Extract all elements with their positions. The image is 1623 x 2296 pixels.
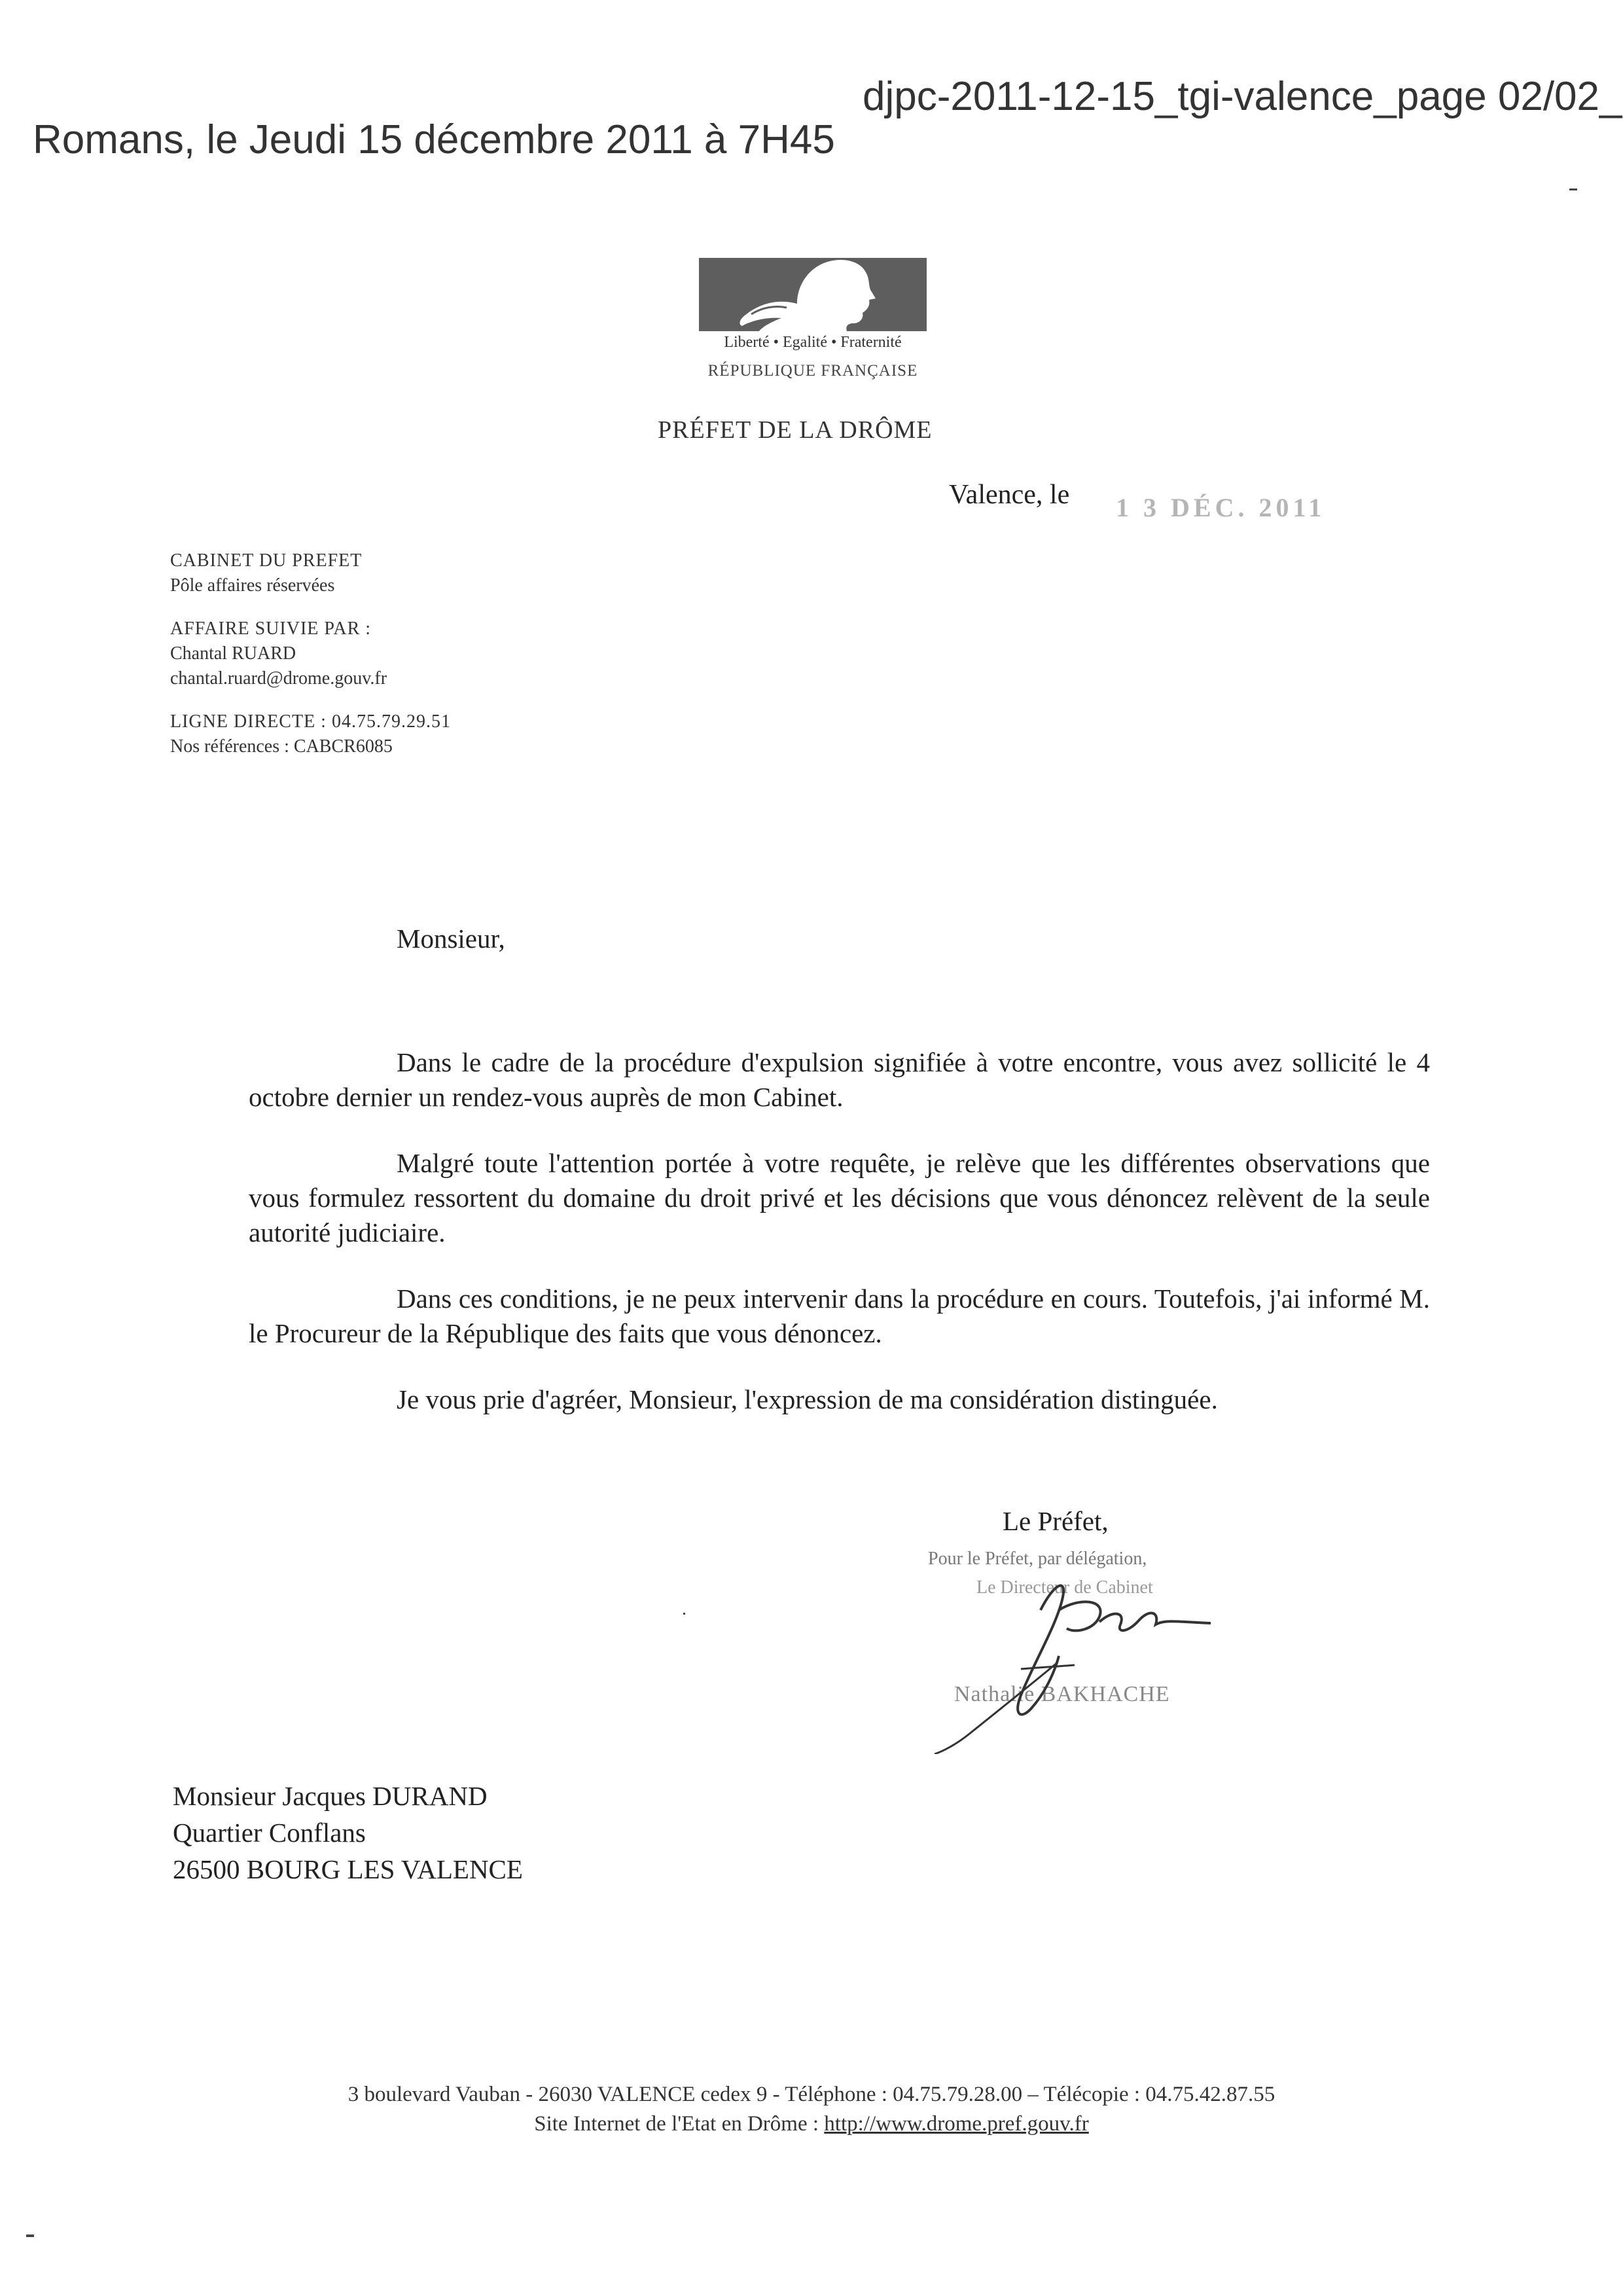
paragraph: Dans le cadre de la procédure d'expulsion signifiée à votre encontre, vous avez sollicité le 4 octobre dernier un rendez-vous auprès de mon Cabinet. — [249, 1047, 1430, 1112]
followed-by-email: chantal.ruard@drome.gouv.fr — [170, 668, 387, 689]
website-link[interactable]: http://www.drome.pref.gouv.fr — [824, 2112, 1089, 2136]
letter-body — [249, 1045, 1430, 1448]
footer-website — [0, 2109, 1623, 2139]
marianne-logo — [699, 258, 927, 331]
scan-speck — [683, 1613, 685, 1615]
signatory-title: Le Préfet, — [1003, 1506, 1109, 1536]
paragraph: Dans ces conditions, je ne peux intervenir dans la procédure en cours. Toutefois, j'ai informé M. le Procureur de la République des faits que vous dénoncez. — [249, 1283, 1430, 1348]
sender-info — [170, 548, 451, 778]
followed-by-label: AFFAIRE SUIVIE PAR : — [170, 619, 372, 639]
republic-name: RÉPUBLIQUE FRANÇAISE — [707, 362, 918, 380]
prefecture-title: PRÉFET DE LA DRÔME — [658, 416, 933, 444]
direct-line: LIGNE DIRECTE : 04.75.79.29.51 — [170, 711, 451, 732]
date-stamp: 1 3 DÉC. 2011 — [1116, 493, 1326, 522]
website-label: Site Internet de l'Etat en Drôme : — [534, 2112, 825, 2136]
references: Nos références : CABCR6085 — [170, 736, 393, 757]
scan-speck — [26, 2234, 34, 2237]
delegation-function: Le Directeur de Cabinet — [976, 1577, 1153, 1598]
signatory-name: Nathalie BAKHACHE — [954, 1682, 1170, 1706]
delegation-stamp: Pour le Préfet, par délégation, — [928, 1549, 1147, 1569]
footer-address: 3 boulevard Vauban - 26030 VALENCE cedex 9 - Téléphone : 04.75.79.28.00 – Télécopie : 04.75.42.87.55 — [348, 2083, 1275, 2106]
paragraph: Je vous prie d'agréer, Monsieur, l'expression de ma considération distinguée. — [397, 1384, 1218, 1414]
recipient-address — [173, 1778, 523, 1888]
footer — [0, 2080, 1623, 2139]
service-name: CABINET DU PREFET — [170, 550, 363, 571]
republic-motto: Liberté • Egalité • Fraternité — [724, 334, 902, 351]
paragraph: Malgré toute l'attention portée à votre requête, je relève que les différentes observations que vous formulez ressortent du domaine du droit privé et les décisions que vous dénoncez relèvent de la seule autorité judiciaire. — [249, 1148, 1430, 1247]
city-date-label: Valence, le — [949, 480, 1070, 510]
scan-speck — [1569, 188, 1577, 190]
marianne-profile-icon — [699, 258, 927, 331]
salutation: Monsieur, — [397, 924, 505, 954]
recipient-street: Quartier Conflans — [173, 1818, 366, 1848]
recipient-name: Monsieur Jacques DURAND — [173, 1781, 488, 1811]
followed-by-name: Chantal RUARD — [170, 643, 296, 664]
service-pole: Pôle affaires réservées — [170, 575, 335, 596]
reception-stamp: Romans, le Jeudi 15 décembre 2011 à 7H45 — [33, 117, 835, 162]
handwritten-signature — [903, 1571, 1270, 1754]
recipient-city: 26500 BOURG LES VALENCE — [173, 1854, 523, 1884]
document-reference: djpc-2011-12-15_tgi-valence_page 02/02_ — [863, 74, 1622, 119]
